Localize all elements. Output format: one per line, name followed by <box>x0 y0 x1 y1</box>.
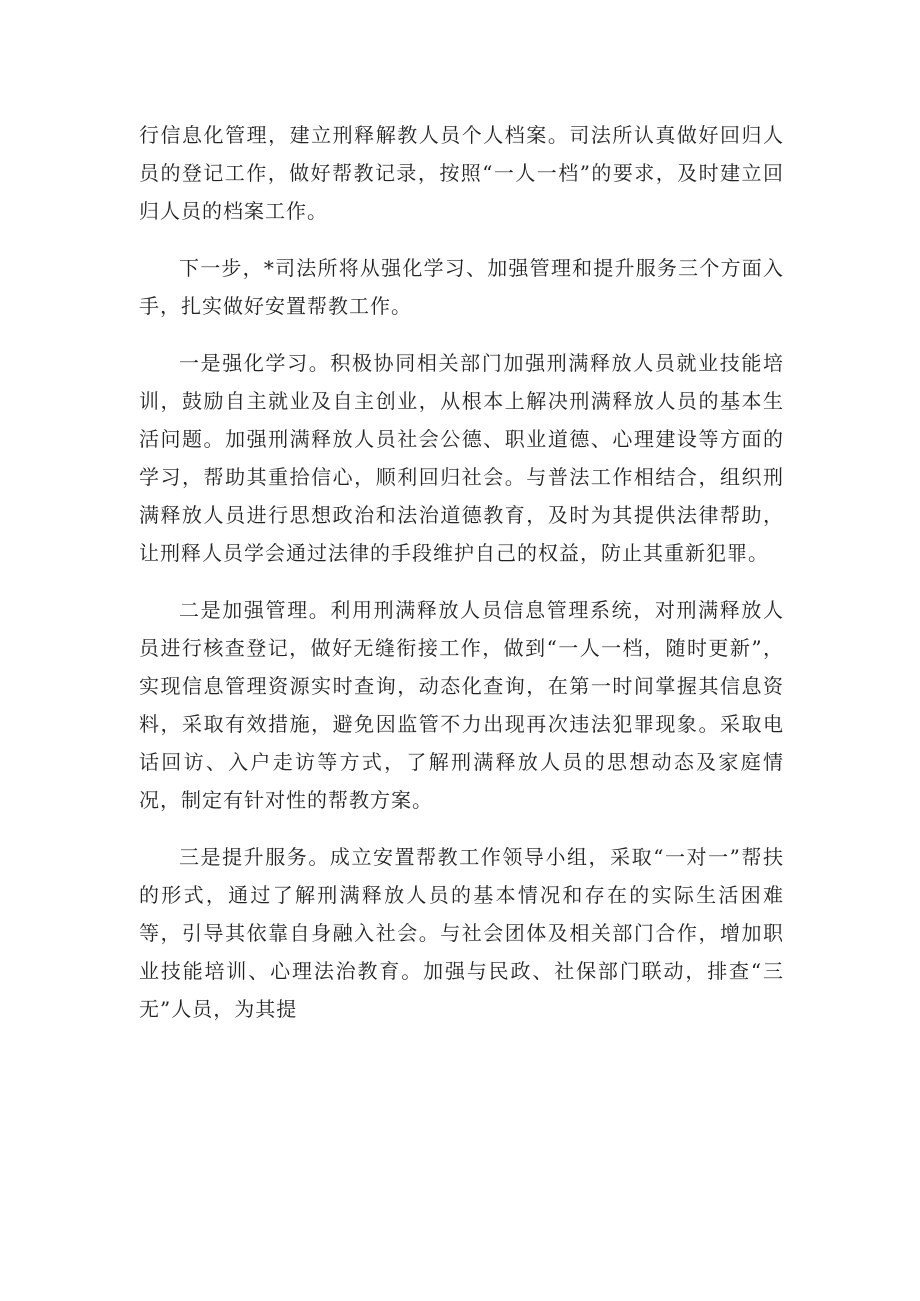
document-body <box>139 116 784 1047</box>
paragraph-strengthen-learning: 一是强化学习。积极协同相关部门加强刑满释放人员就业技能培训，鼓励自主就业及自主创业，从根本上解决刑满释放人员的基本生活问题。加强刑满释放人员社会公德、职业道德、心理建设等方面的学习，帮助其重拾信心，顺利回归社会。与普法工作相结合，组织刑满释放人员进行思想政治和法治道德教育，及时为其提供法律帮助，让刑释人员学会通过法律的手段维护自己的权益，防止其重新犯罪。 <box>139 351 784 565</box>
paragraph-improve-service: 三是提升服务。成立安置帮教工作领导小组，采取“一对一”帮扶的形式，通过了解刑满释放人员的基本情况和存在的实际生活困难等，引导其依靠自身融入社会。与社会团体及相关部门合作，增加职业技能培训、心理法治教育。加强与民政、社保部门联动，排查“三无”人员，为其提 <box>139 845 784 1021</box>
paragraph-continuation: 行信息化管理，建立刑释解教人员个人档案。司法所认真做好回归人员的登记工作，做好帮教记录，按照“一人一档”的要求，及时建立回归人员的档案工作。 <box>139 123 784 223</box>
paragraph-strengthen-management: 二是加强管理。利用刑满释放人员信息管理系统，对刑满释放人员进行核查登记，做好无缝衔接工作，做到“一人一档，随时更新”，实现信息管理资源实时查询，动态化查询，在第一时间掌握其信息资料，采取有效措施，避免因监管不力出现再次违法犯罪现象。采取电话回访、入户走访等方式，了解刑满释放人员的思想动态及家庭情况，制定有针对性的帮教方案。 <box>139 598 784 812</box>
paragraph-next-steps: 下一步，*司法所将从强化学习、加强管理和提升服务三个方面入手，扎实做好安置帮教工作。 <box>139 256 784 318</box>
